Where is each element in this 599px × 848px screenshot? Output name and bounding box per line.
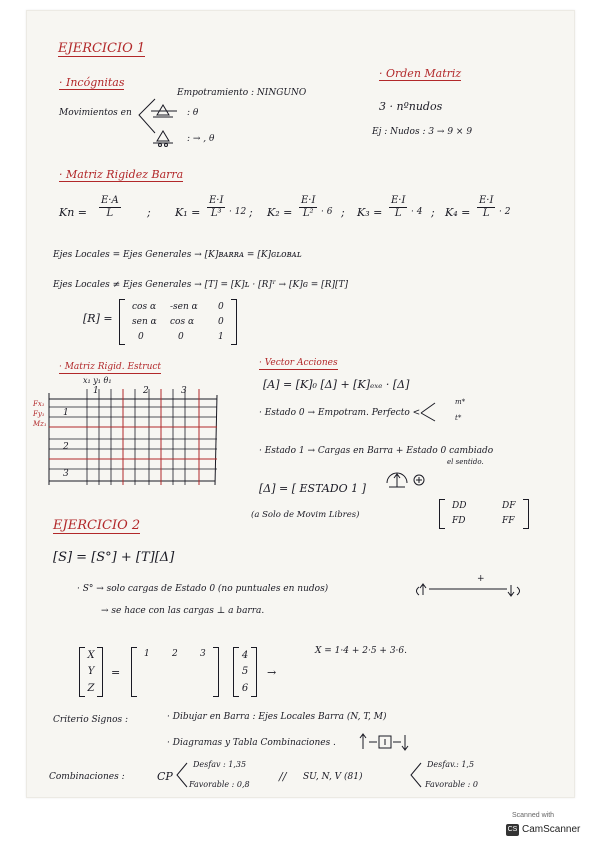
r-cell: 1 — [218, 332, 224, 342]
criterio-line-1: · Dibujar en Barra : Ejes Locales Barra (N, T, M) — [167, 712, 387, 722]
movimientos-text: Movimientos en — [59, 108, 132, 118]
r-cell: 0 — [178, 332, 184, 342]
camscanner-logo-icon: CS — [506, 824, 519, 836]
ejes-iguales-line: Ejes Locales = Ejes Generales → [K]ʙᴀʀʀᴀ = [K]ɢʟᴏʙᴀʟ — [53, 250, 302, 260]
solo-movim-libres: (a Solo de Movim Libres) — [251, 510, 360, 520]
estado1-line: · Estado 1 → Cargas en Barra + Estado 0 cambiado — [259, 446, 494, 456]
s0-line-1: · S° → solo cargas de Estado 0 (no puntuales en nudos) — [77, 584, 329, 594]
orden-heading: · Orden Matriz — [379, 67, 462, 80]
estruct-col-label: 3 — [181, 386, 187, 396]
scanned-with-text: Scanned with — [512, 812, 555, 819]
x-equation: X = 1·4 + 2·5 + 3·6. — [315, 646, 407, 656]
estado0-line: · Estado 0 → Empotram. Perfecto < — [259, 408, 421, 418]
k3-label: K₃ = — [357, 206, 383, 219]
r-cell: 0 — [218, 302, 224, 312]
estruct-side-label: Mz₁ — [33, 420, 47, 428]
criterio-label: Criterio Signos : — [53, 715, 129, 725]
empotramiento-text: Empotramiento : NINGUNO — [177, 88, 307, 98]
s0-line-2: → se hace con las cargas ⊥ a barra. — [101, 606, 265, 616]
k3-tail: · 4 — [411, 207, 423, 217]
456-entry: 4 — [241, 649, 249, 661]
sep-3: ; — [341, 206, 345, 219]
estruct-side-label: Fy₁ — [33, 410, 45, 418]
dd-cell: FF — [502, 516, 515, 526]
r-matrix-label: [R] = — [83, 312, 113, 325]
row-matrix-entry: 2 — [172, 649, 178, 659]
combinaciones-label: Combinaciones : — [49, 772, 125, 782]
sep-2: ; — [249, 206, 253, 219]
orden-line-1: 3 · nºnudos — [379, 100, 443, 113]
ej1-title: EJERCICIO 1 — [58, 41, 146, 56]
k2-label: K₂ = — [267, 206, 293, 219]
estruct-row-label: 1 — [63, 408, 69, 418]
k1-tail: · 12 — [229, 207, 247, 217]
estruct-row-label: 2 — [63, 442, 69, 452]
su-label: SU, N, V (81) — [303, 772, 363, 782]
r-cell: -sen α — [170, 302, 198, 312]
vector-equation: [A] = [K]₀ [Δ] + [K]ₑₓₑ · [Δ] — [263, 378, 410, 391]
dd-cell: DF — [502, 501, 516, 511]
r-cell: 0 — [218, 317, 224, 327]
incognitas-heading: · Incógnitas — [59, 76, 125, 89]
cp-fav: Favorable : 0,8 — [189, 780, 250, 789]
r-cell: 0 — [138, 332, 144, 342]
estruct-col-label: 2 — [143, 386, 149, 396]
estruct-side-label: Fx₁ — [33, 400, 45, 408]
plus-sign: + — [477, 574, 485, 584]
delta-equation: [Δ] = [ ESTADO 1 ] — [259, 482, 366, 495]
camscanner-badge — [502, 812, 584, 842]
sep-1: ; — [147, 206, 151, 219]
kn-fraction: $\frac{E\cdot A}{L}$ — [101, 195, 119, 219]
k2-fraction: $\frac{E\cdot I}{\text{L²}}$ — [301, 195, 316, 219]
estado1-line-b: el sentido. — [447, 458, 484, 466]
dd-cell: FD — [452, 516, 466, 526]
vector-heading: · Vector Acciones — [259, 358, 338, 368]
sep-4: ; — [431, 206, 435, 219]
k4-fraction: $\frac{E\cdot I}{L}$ — [479, 195, 494, 219]
su-desfav: Desfav.: 1,5 — [427, 760, 475, 769]
kn-label: Kn = — [59, 206, 88, 219]
ej2-title: EJERCICIO 2 — [53, 518, 141, 533]
xyz-entry: Z — [87, 683, 95, 695]
xyz-entry: X — [87, 649, 95, 661]
estruct-heading: · Matriz Rigid. Estruct — [59, 362, 162, 372]
estruct-head-label: x₁ y₁ θ₁ — [83, 376, 112, 385]
equals-sign: = — [111, 666, 121, 679]
mov-line-1: : θ — [187, 108, 199, 118]
row-matrix-entry: 3 — [200, 649, 206, 659]
orden-line-2: Ej : Nudos : 3 → 9 × 9 — [372, 127, 473, 137]
estado0-m: m* — [455, 398, 466, 406]
k3-fraction: $\frac{E\cdot I}{L}$ — [391, 195, 406, 219]
xyz-entry: Y — [87, 666, 95, 678]
parallel-separator: // — [279, 770, 287, 783]
k2-tail: · 6 — [321, 207, 333, 217]
cp-label: CP — [157, 770, 173, 783]
k4-label: K₄ = — [445, 206, 471, 219]
matriz-rigidez-heading: · Matriz Rigidez Barra — [59, 168, 184, 181]
k1-label: K₁ = — [175, 206, 201, 219]
456-entry: 6 — [241, 683, 249, 695]
dd-cell: DD — [452, 501, 467, 511]
k4-tail: · 2 — [499, 207, 511, 217]
camscanner-text: CamScanner — [522, 824, 581, 835]
su-fav: Favorable : 0 — [425, 780, 478, 789]
456-entry: 5 — [241, 666, 249, 678]
arrow-right: → — [267, 666, 277, 679]
cp-desfav: Desfav : 1,35 — [193, 760, 247, 769]
estruct-row-label: 3 — [63, 469, 69, 479]
r-cell: sen α — [132, 317, 157, 327]
r-cell: cos α — [132, 302, 157, 312]
s-equation: [S] = [S°] + [T][Δ] — [53, 550, 175, 565]
estruct-col-label: 1 — [93, 386, 99, 396]
row-matrix-entry: 1 — [144, 649, 150, 659]
support-sketches — [27, 11, 574, 797]
r-cell: cos α — [170, 317, 195, 327]
scanned-page — [26, 10, 575, 798]
criterio-line-2: · Diagramas y Tabla Combinaciones . — [167, 738, 336, 748]
estado0-t: t* — [455, 414, 462, 422]
ejes-distintos-line: Ejes Locales ≠ Ejes Generales → [T] = [K]ʟ · [R]ᵀ → [K]ɢ = [R][T] — [53, 280, 349, 290]
mov-line-2: : → , θ — [187, 134, 215, 144]
k1-fraction: $\frac{E\cdot I}{\text{L³}}$ — [209, 195, 224, 219]
